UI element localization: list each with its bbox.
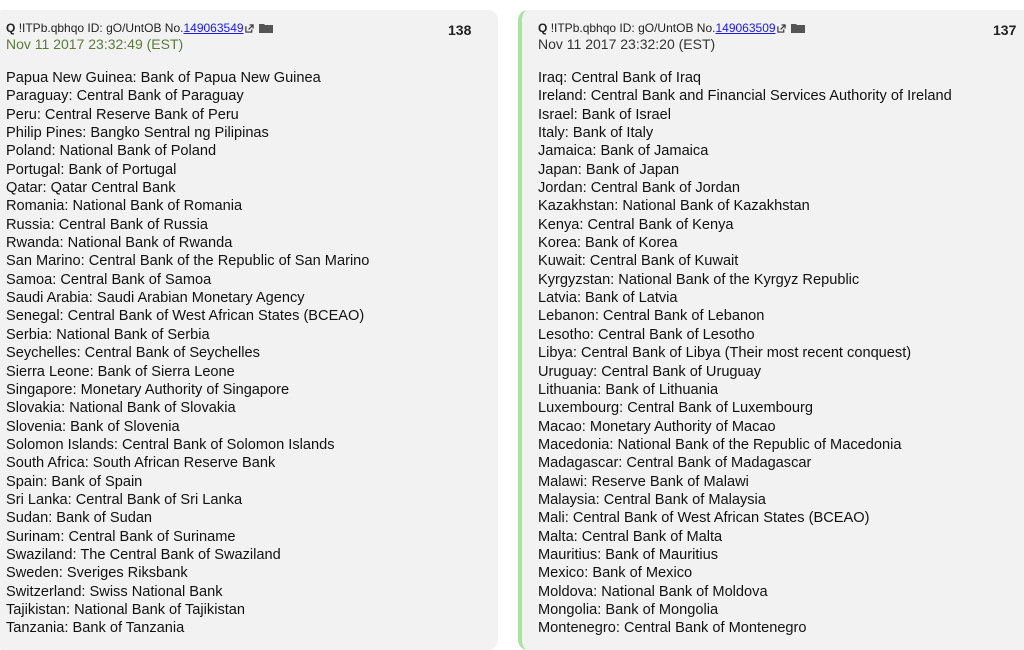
post-line: Romania: National Bank of Romania [6,198,243,215]
post-line: Senegal: Central Bank of West African States (BCEAO) [6,308,365,325]
post-body [538,69,1024,638]
post-line: Malaysia: Central Bank of Malaysia [538,491,766,508]
post-line: Samoa: Central Bank of Samoa [6,271,212,288]
post-line: Qatar: Qatar Central Bank [6,180,176,197]
folder-icon[interactable] [791,23,805,33]
post-line: Slovakia: National Bank of Slovakia [6,400,236,417]
post-card-137 [518,10,1024,650]
post-number-prefix: No. [696,21,716,35]
post-line: Latvia: Bank of Latvia [538,290,678,307]
post-line: Paraguay: Central Bank of Paraguay [6,88,244,105]
post-line: Italy: Bank of Italy [538,125,654,142]
post-line: Madagascar: Central Bank of Madagascar [538,455,812,472]
post-date: Nov 11 2017 23:32:49 (EST) [6,36,184,52]
post-line: Moldova: National Bank of Moldova [538,583,768,600]
post-line: Seychelles: Central Bank of Seychelles [6,345,260,362]
post-line: Sri Lanka: Central Bank of Sri Lanka [6,491,243,508]
post-line: Malawi: Reserve Bank of Malawi [538,473,749,490]
post-number-link[interactable]: 149063509 [715,21,776,35]
post-line: Macedonia: National Bank of the Republic of Macedonia [538,436,902,453]
post-meta [538,21,1024,35]
post-line: Lithuania: Bank of Lithuania [538,381,719,398]
post-number-link[interactable]: 149063549 [183,21,244,35]
post-card-138 [0,10,498,650]
post-line: Iraq: Central Bank of Iraq [538,70,702,86]
post-meta [6,21,498,35]
post-line: Solomon Islands: Central Bank of Solomon Islands [6,436,335,453]
post-line: Kenya: Central Bank of Kenya [538,216,734,233]
post-line: Lebanon: Central Bank of Lebanon [538,308,765,325]
post-line: San Marino: Central Bank of the Republic of San Marino [6,253,370,270]
post-line: Israel: Bank of Israel [538,106,672,123]
post-line: Slovenia: Bank of Slovenia [6,418,180,435]
post-line: Mexico: Bank of Mexico [538,565,693,582]
post-line: Kyrgyzstan: National Bank of the Kyrgyz Republic [538,271,860,288]
post-line: Tajikistan: National Bank of Tajikistan [6,601,246,618]
post-line: Japan: Bank of Japan [538,161,680,178]
external-link-icon[interactable] [245,24,254,33]
post-line: Uruguay: Central Bank of Uruguay [538,363,762,380]
post-line: Tanzania: Bank of Tanzania [6,620,185,637]
post-line: Mongolia: Bank of Mongolia [538,601,719,618]
tripcode: !ITPb.qbhqo [550,21,617,35]
post-line: Saudi Arabia: Saudi Arabian Monetary Agency [6,290,305,307]
post-line: South Africa: South African Reserve Bank [6,455,276,472]
post-line: Switzerland: Swiss National Bank [6,583,223,600]
post-line: Ireland: Central Bank and Financial Services Authority of Ireland [538,88,952,105]
post-line: Sweden: Sveriges Riksbank [6,565,188,582]
post-line: Swaziland: The Central Bank of Swaziland [6,546,281,563]
post-line: Surinam: Central Bank of Suriname [6,528,236,545]
post-line: Rwanda: National Bank of Rwanda [6,235,233,252]
reply-count: 137 [993,22,1017,38]
poster-name: Q [6,21,16,35]
post-number-prefix: No. [164,21,184,35]
tripcode: !ITPb.qbhqo [18,21,85,35]
post-line: Lesotho: Central Bank of Lesotho [538,326,755,343]
post-line: Jordan: Central Bank of Jordan [538,180,740,197]
post-line: Kuwait: Central Bank of Kuwait [538,253,739,270]
post-line: Portugal: Bank of Portugal [6,161,177,178]
post-line: Spain: Bank of Spain [6,473,143,490]
post-line: Kazakhstan: National Bank of Kazakhstan [538,198,810,215]
reply-count: 138 [448,22,472,38]
post-body [6,69,498,638]
post-line: Malta: Central Bank of Malta [538,528,723,545]
post-header [6,10,498,58]
post-line: Jamaica: Bank of Jamaica [538,143,709,160]
post-header [538,10,1024,58]
post-line: Sudan: Bank of Sudan [6,510,153,527]
post-line: Luxembourg: Central Bank of Luxembourg [538,400,814,417]
external-link-icon[interactable] [777,24,786,33]
post-line: Singapore: Monetary Authority of Singapore [6,381,290,398]
post-line: Korea: Bank of Korea [538,235,678,252]
post-date: Nov 11 2017 23:32:20 (EST) [538,36,716,52]
post-line: Mauritius: Bank of Mauritius [538,546,719,563]
post-line: Poland: National Bank of Poland [6,143,217,160]
folder-icon[interactable] [259,23,273,33]
poster-id: ID: gO/UntOB [87,21,162,35]
post-line: Macao: Monetary Authority of Macao [538,418,776,435]
post-line: Peru: Central Reserve Bank of Peru [6,106,239,123]
post-line: Russia: Central Bank of Russia [6,216,208,233]
post-line: Libya: Central Bank of Libya (Their most recent conquest) [538,345,912,362]
post-line: Serbia: National Bank of Serbia [6,326,210,343]
post-line: Sierra Leone: Bank of Sierra Leone [6,363,235,380]
poster-id: ID: gO/UntOB [619,21,694,35]
post-line: Philip Pines: Bangko Sentral ng Pilipinas [6,125,269,142]
post-line: Mali: Central Bank of West African States (BCEAO) [538,510,870,527]
poster-name: Q [538,21,548,35]
post-line: Montenegro: Central Bank of Montenegro [538,620,807,637]
post-line: Papua New Guinea: Bank of Papua New Guinea [6,70,321,86]
